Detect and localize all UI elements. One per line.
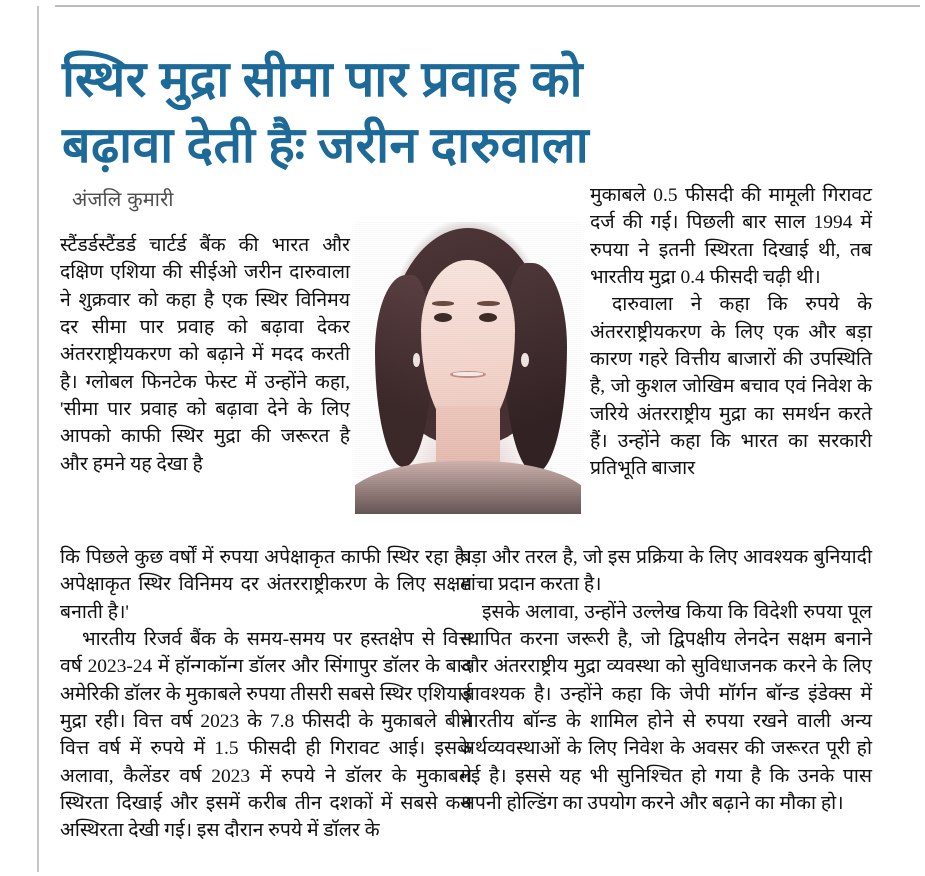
photo-halftone-grain — [355, 222, 581, 514]
paragraph-text: कि पिछले कुछ वर्षों में रुपया अपेक्षाकृत काफी स्थिर रहा है। अपेक्षाकृत स्थिर विनिमय दर अंतरराष्ट्रीकरण के लिए सक्षम बनाती है।' — [60, 547, 472, 623]
paragraph — [60, 626, 472, 845]
paragraph — [60, 544, 472, 626]
paragraph — [590, 291, 872, 482]
top-rule — [55, 5, 920, 7]
paragraph-text: मुकाबले 0.5 फीसदी की मामूली गिरावट दर्ज की गई। पिछली बार साल 1994 में रुपया ने इतनी स्थिरता दिखाई थी, तब भारतीय मुद्रा 0.4 फीसदी चढ़ी थी। — [590, 185, 872, 289]
photo-image — [355, 222, 581, 514]
headline-line-1: स्थिर मुद्रा सीमा पार प्रवाह को — [62, 50, 583, 107]
column-left-wide — [60, 544, 472, 845]
paragraph — [460, 544, 872, 599]
paragraph-text: भारतीय रिजर्व बैंक के समय-समय पर हस्तक्षेप से वित्त वर्ष 2023-24 में हॉन्गकॉन्ग डॉलर और सिंगापुर डॉलर के बाद अमेरिकी डॉलर के मुकाबले रुपया तीसरी सबसे स्थिर एशियाई मुद्रा रही। वित्त वर्ष 2023 के 7.8 फीसदी के मुकाबले बीते वित्त वर्ष में रुपये में 1.5 फीसदी ही गिरावट आई। इसके अलावा, कैलेंडर वर्ष 2023 में रुपये ने डॉलर के मुकाबले स्थिरता दिखाई और इसमें करीब तीन दशकों में सबसे कम अस्थिरता देखी गई। इस दौरान रुपये में डॉलर के — [60, 629, 472, 842]
column-right-wide — [460, 544, 872, 817]
paragraph — [460, 599, 872, 818]
headline-line-2: बढ़ावा देती हैः जरीन दारुवाला — [62, 117, 590, 173]
byline-author: अंजलि कुमारी — [72, 189, 174, 211]
column-right-narrow — [590, 182, 872, 483]
lead-word: स्टैंडर्ड — [60, 235, 99, 256]
column-left-narrow — [60, 232, 350, 478]
paragraph-text: इसके अलावा, उन्होंने उल्लेख किया कि विदेशी रुपया पूल स्थापित करना जरूरी है, जो द्विपक्षीय लेनदेन सक्षम बनाने और अंतरराष्ट्रीय मुद्रा व्यवस्था को सुविधाजनक करने के लिए आवश्यक है। उन्होंने कहा कि जेपी मॉर्गन बॉन्ड इंडेक्स में भारतीय बॉन्ड के शामिल होने से रुपया रखने वाली अन्य अर्थव्यवस्थाओं के लिए निवेश के अवसर की जरूरत पूरी हो गई है। इससे यह भी सुनिश्चित हो गया है कि उनके पास अपनी होल्डिंग का उपयोग करने और बढ़ाने का मौका हो। — [460, 601, 872, 815]
paragraph-text: स्टैंडर्ड चार्टर्ड बैंक की भारत और दक्षिण एशिया की सीईओ जरीन दारुवाला ने शुक्रवार को कहा है एक स्थिर विनिमय दर सीमा पार प्रवाह को बढ़ावा देकर अंतरराष्ट्रीयकरण को बढ़ाने में मदद करती है। ग्लोबल फिनटेक फेस्ट में उन्होंने कहा, 'सीमा पार प्रवाह को बढ़ावा देने के लिए आपको काफी स्थिर मुद्रा की जरूरत है और हमने यह देखा है — [60, 235, 350, 475]
paragraph-text: बड़ा और तरल है, जो इस प्रक्रिया के लिए आवश्यक बुनियादी ढांचा प्रदान करता है। — [460, 547, 872, 596]
portrait-photo — [355, 222, 581, 514]
page-title — [62, 46, 907, 179]
paragraph — [590, 182, 872, 291]
paragraph — [60, 232, 350, 478]
paragraph-text: दारुवाला ने कहा कि रुपये के अंतरराष्ट्रीयकरण के लिए एक और बड़ा कारण गहरे वित्तीय बाजारों की उपस्थिति है, जो कुशल जोखिम बचाव एवं निवेश के जरिये अंतरराष्ट्रीय मुद्रा का समर्थन करते हैं। उन्होंने कहा कि भारत का सरकारी प्रतिभूति बाजार — [590, 294, 872, 480]
left-rule — [37, 6, 39, 872]
